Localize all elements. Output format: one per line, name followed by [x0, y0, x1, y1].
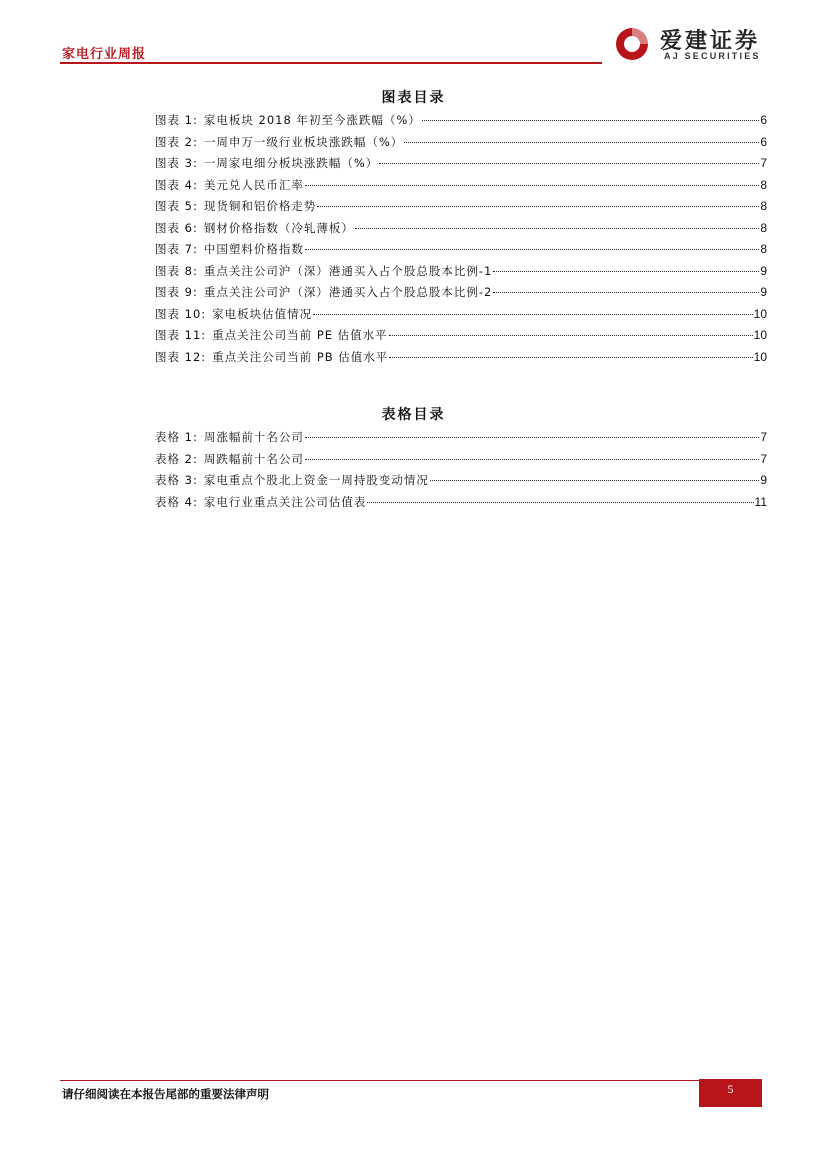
legal-disclaimer-note: 请仔细阅读在本报告尾部的重要法律声明 [62, 1087, 269, 1101]
toc-entry-title: 中国塑料价格指数 [203, 242, 304, 256]
toc-entry-page: 9 [760, 473, 767, 487]
toc-entry-title: 家电板块估值情况 [212, 306, 313, 321]
toc-entry-figure-1[interactable] [155, 110, 767, 132]
toc-leader-dots [305, 185, 759, 186]
toc-entry-title: 家电重点个股北上资金一周持股变动情况 [203, 473, 429, 487]
toc-entry-label: 图表 2: [155, 134, 198, 149]
toc-entry-label: 图表 4: [155, 177, 198, 192]
toc-entry-page: 10 [753, 328, 767, 342]
toc-entry-page: 10 [753, 349, 767, 364]
toc-entry-page: 7 [760, 156, 767, 170]
toc-entry-label: 图表 10: [155, 306, 207, 321]
toc-entry-title: 重点关注公司当前 PE 估值水平 [212, 328, 388, 342]
toc-entry-table-1[interactable] [155, 427, 767, 449]
toc-entry-page: 11 [754, 494, 767, 509]
toc-entry-title: 家电板块 2018 年初至今涨跌幅（%） [203, 113, 421, 127]
toc-leader-dots [313, 314, 752, 315]
toc-entry-figure-3[interactable] [155, 153, 767, 175]
logo-mark-icon [608, 24, 656, 64]
toc-entry-page: 8 [760, 220, 767, 235]
toc-entry-page: 9 [760, 263, 767, 278]
toc-entry-page: 8 [760, 199, 767, 213]
toc-entry-label: 表格 2: [155, 451, 198, 466]
toc-leader-dots [305, 437, 759, 438]
toc-entry-figure-11[interactable] [155, 325, 767, 347]
toc-leader-dots [317, 206, 759, 207]
toc-entry-page: 7 [760, 430, 767, 444]
company-logo [608, 22, 778, 66]
toc-entry-page: 10 [753, 306, 767, 321]
toc-entry-label: 图表 3: [155, 156, 198, 170]
toc-entry-page: 7 [760, 451, 767, 466]
toc-leader-dots [430, 480, 759, 481]
toc-entry-figure-6[interactable] [155, 218, 767, 240]
toc-entry-title: 一周申万一级行业板块涨跌幅（%） [203, 134, 404, 149]
toc-entry-label: 表格 1: [155, 430, 198, 444]
toc-entry-table-2[interactable] [155, 449, 767, 471]
toc-entry-label: 图表 12: [155, 349, 207, 364]
toc-entry-title: 一周家电细分板块涨跌幅（%） [203, 156, 379, 170]
toc-entry-page: 8 [760, 242, 767, 256]
toc-leader-dots [379, 163, 759, 164]
toc-leader-dots [493, 292, 759, 293]
toc-entry-figure-7[interactable] [155, 239, 767, 261]
toc-entry-label: 图表 8: [155, 263, 198, 278]
toc-entry-label: 表格 3: [155, 473, 198, 487]
toc-leader-dots [389, 357, 752, 358]
toc-entry-label: 表格 4: [155, 494, 198, 509]
toc-entry-title: 重点关注公司当前 PB 估值水平 [212, 349, 389, 364]
tables-toc-list [155, 427, 767, 513]
toc-entry-page: 8 [760, 177, 767, 192]
toc-entry-label: 图表 1: [155, 113, 198, 127]
toc-entry-label: 图表 5: [155, 199, 198, 213]
toc-leader-dots [404, 142, 759, 143]
tables-toc-title: 表格目录 [381, 407, 446, 423]
figures-toc-title: 图表目录 [381, 90, 446, 106]
toc-leader-dots [305, 249, 759, 250]
toc-entry-label: 图表 7: [155, 242, 198, 256]
toc-entry-label: 图表 9: [155, 285, 198, 299]
toc-entry-title: 现货铜和铝价格走势 [203, 199, 317, 213]
toc-entry-title: 重点关注公司沪（深）港通买入占个股总股本比例-1 [203, 263, 493, 278]
logo-english-name: AJ SECURITIES [664, 51, 761, 61]
toc-entry-table-3[interactable] [155, 470, 767, 492]
toc-entry-figure-4[interactable] [155, 175, 767, 197]
toc-entry-title: 周涨幅前十名公司 [203, 430, 304, 444]
toc-entry-figure-2[interactable] [155, 132, 767, 154]
toc-entry-figure-12[interactable] [155, 347, 767, 369]
toc-leader-dots [389, 335, 753, 336]
toc-leader-dots [493, 271, 759, 272]
toc-entry-figure-5[interactable] [155, 196, 767, 218]
toc-entry-title: 重点关注公司沪（深）港通买入占个股总股本比例-2 [203, 285, 493, 299]
toc-leader-dots [305, 459, 759, 460]
toc-leader-dots [355, 228, 759, 229]
report-type-title: 家电行业周报 [62, 47, 147, 62]
toc-entry-title: 钢材价格指数（冷轧薄板） [203, 220, 354, 235]
logo-name: 爱建证券 [660, 28, 761, 54]
page-number: 5 [699, 1079, 762, 1107]
toc-entry-page: 6 [760, 113, 767, 127]
toc-entry-label: 图表 11: [155, 328, 207, 342]
toc-entry-title: 家电行业重点关注公司估值表 [203, 494, 367, 509]
figures-toc-list [155, 110, 767, 368]
footer-divider [60, 1080, 700, 1081]
toc-entry-page: 9 [760, 285, 767, 299]
toc-leader-dots [367, 502, 753, 503]
toc-entry-table-4[interactable] [155, 492, 767, 514]
toc-entry-label: 图表 6: [155, 220, 198, 235]
toc-entry-figure-9[interactable] [155, 282, 767, 304]
toc-entry-figure-8[interactable] [155, 261, 767, 283]
toc-entry-page: 6 [760, 134, 767, 149]
toc-entry-title: 周跌幅前十名公司 [203, 451, 304, 466]
header-divider [60, 62, 602, 64]
toc-entry-title: 美元兑人民币汇率 [203, 177, 304, 192]
toc-entry-figure-10[interactable] [155, 304, 767, 326]
toc-leader-dots [422, 120, 759, 121]
